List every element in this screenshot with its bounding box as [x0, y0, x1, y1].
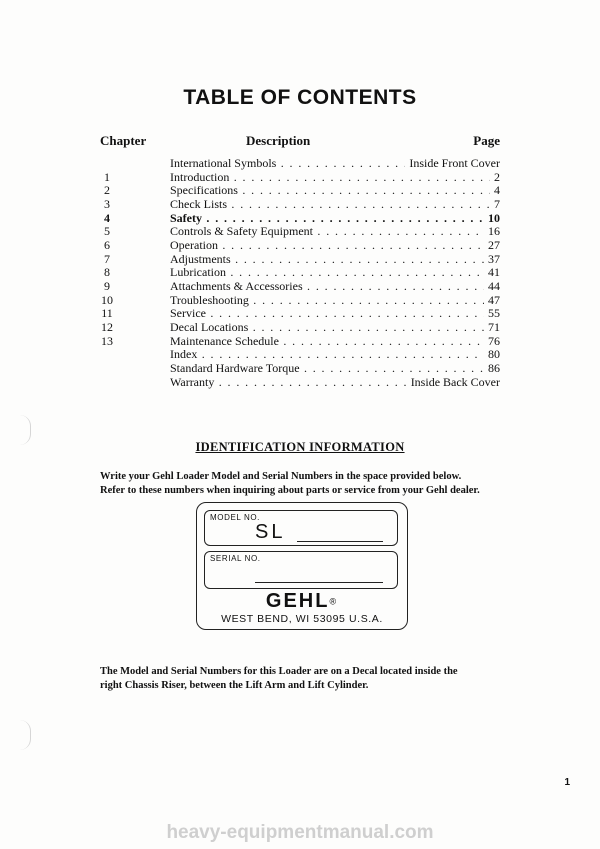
- identification-instructions: [100, 470, 520, 498]
- gehl-logo: [197, 590, 407, 613]
- toc-chapter-number: 12: [101, 319, 113, 334]
- toc-description: Controls & Safety Equipment . . .: [170, 225, 500, 239]
- toc-page-number: 55: [484, 307, 500, 321]
- toc-page-number: 27: [484, 239, 500, 253]
- toc-description: Attachments & Accessories . . .: [170, 280, 500, 294]
- page-title: TABLE OF CONTENTS: [183, 86, 417, 109]
- serial-number-label: SERIAL NO.: [210, 554, 261, 563]
- toc-page-number: 37: [484, 253, 500, 267]
- toc-chapter-number: 11: [101, 306, 113, 321]
- toc-chapter-number: 4: [104, 210, 110, 225]
- description-column-header: Description: [246, 133, 311, 148]
- serial-number-field: [204, 551, 398, 589]
- toc-page-number: 80: [484, 348, 500, 362]
- note-line: The Model and Serial Numbers for this Loader are on a Decal located inside the: [100, 666, 458, 677]
- toc-description: Troubleshooting . . .: [170, 294, 500, 308]
- toc-row: [96, 348, 500, 362]
- identification-heading: IDENTIFICATION INFORMATION: [195, 440, 405, 454]
- toc-row: [96, 362, 500, 376]
- toc-description: Operation . . .: [170, 239, 500, 253]
- toc-chapter-number: 6: [104, 237, 110, 252]
- model-number-prefix: SL: [255, 521, 286, 543]
- toc-row: [96, 294, 500, 308]
- manufacturer-address: WEST BEND, WI 53095 U.S.A.: [221, 613, 383, 625]
- toc-description: Introduction . . .: [170, 171, 500, 185]
- toc-chapter-number: 10: [101, 292, 113, 307]
- toc-description: International Symbols . . .: [170, 157, 500, 171]
- toc-row: [96, 253, 500, 267]
- toc-chapter-number: 5: [104, 224, 110, 239]
- toc-page-number: 7: [490, 198, 500, 212]
- model-number-field: [204, 510, 398, 546]
- toc-chapter-number: 9: [104, 278, 110, 293]
- toc-list: [96, 157, 500, 389]
- serial-location-note: [100, 665, 520, 693]
- toc-page-number: 44: [484, 280, 500, 294]
- toc-row: [96, 335, 500, 349]
- toc-page-number: 4: [490, 184, 500, 198]
- toc-row: [96, 212, 500, 226]
- toc-page-number: 41: [484, 266, 500, 280]
- toc-chapter-number: 1: [104, 169, 110, 184]
- toc-page-number: Inside Front Cover: [405, 157, 500, 171]
- toc-description: Decal Locations . . .: [170, 321, 500, 335]
- serial-number-blank-line: [255, 582, 383, 583]
- toc-row: [96, 171, 500, 185]
- page-number: 1: [564, 777, 570, 788]
- toc-description: Specifications . . .: [170, 184, 500, 198]
- toc-row: [96, 280, 500, 294]
- toc-row: [96, 239, 500, 253]
- toc-chapter-number: 3: [104, 196, 110, 211]
- note-line: right Chassis Riser, between the Lift Arm and Lift Cylinder.: [100, 680, 369, 691]
- toc-description: Adjustments . . .: [170, 253, 500, 267]
- toc-chapter-number: 2: [104, 183, 110, 198]
- toc-chapter-number: 8: [104, 265, 110, 280]
- watermark: heavy-equipmentmanual.com: [166, 822, 434, 843]
- model-number-label: MODEL NO.: [210, 513, 260, 522]
- toc-row: [96, 225, 500, 239]
- toc-page-number: 86: [484, 362, 500, 376]
- toc-page-number: 16: [484, 225, 500, 239]
- toc-description: Warranty . . .: [170, 376, 500, 390]
- toc-row: [96, 198, 500, 212]
- toc-page-number: 47: [484, 294, 500, 308]
- scan-artifact: [20, 720, 31, 750]
- model-number-blank-line: [297, 541, 383, 542]
- toc-page-number: 71: [484, 321, 500, 335]
- toc-row: [96, 321, 500, 335]
- toc-description: Index . . .: [170, 348, 500, 362]
- identification-plate: [196, 502, 408, 630]
- toc-row: [96, 307, 500, 321]
- registered-mark: ®: [329, 596, 339, 607]
- toc-row: [96, 266, 500, 280]
- toc-row: [96, 157, 500, 171]
- toc-description: Check Lists . . .: [170, 198, 500, 212]
- toc-description: Lubrication . . .: [170, 266, 500, 280]
- instruction-line: Refer to these numbers when inquiring about parts or service from your Gehl dealer.: [100, 485, 480, 496]
- chapter-column-header: Chapter: [100, 133, 147, 148]
- toc-description: Maintenance Schedule . . .: [170, 335, 500, 349]
- instruction-line: Write your Gehl Loader Model and Serial Numbers in the space provided below.: [100, 471, 462, 482]
- toc-page-number: Inside Back Cover: [407, 376, 500, 390]
- page-column-header: Page: [473, 133, 500, 148]
- toc-chapter-number: 13: [101, 333, 113, 348]
- brand-name: GEHL: [265, 590, 330, 612]
- toc-description: Service . . .: [170, 307, 500, 321]
- toc-row: [96, 376, 500, 390]
- toc-description: Safety . . .: [170, 212, 500, 226]
- toc-page-number: 76: [484, 335, 500, 349]
- toc-page-number: 2: [490, 171, 500, 185]
- toc-row: [96, 184, 500, 198]
- toc-page-number: 10: [484, 212, 500, 226]
- toc-description: Standard Hardware Torque . . .: [170, 362, 500, 376]
- toc-chapter-number: 7: [104, 251, 110, 266]
